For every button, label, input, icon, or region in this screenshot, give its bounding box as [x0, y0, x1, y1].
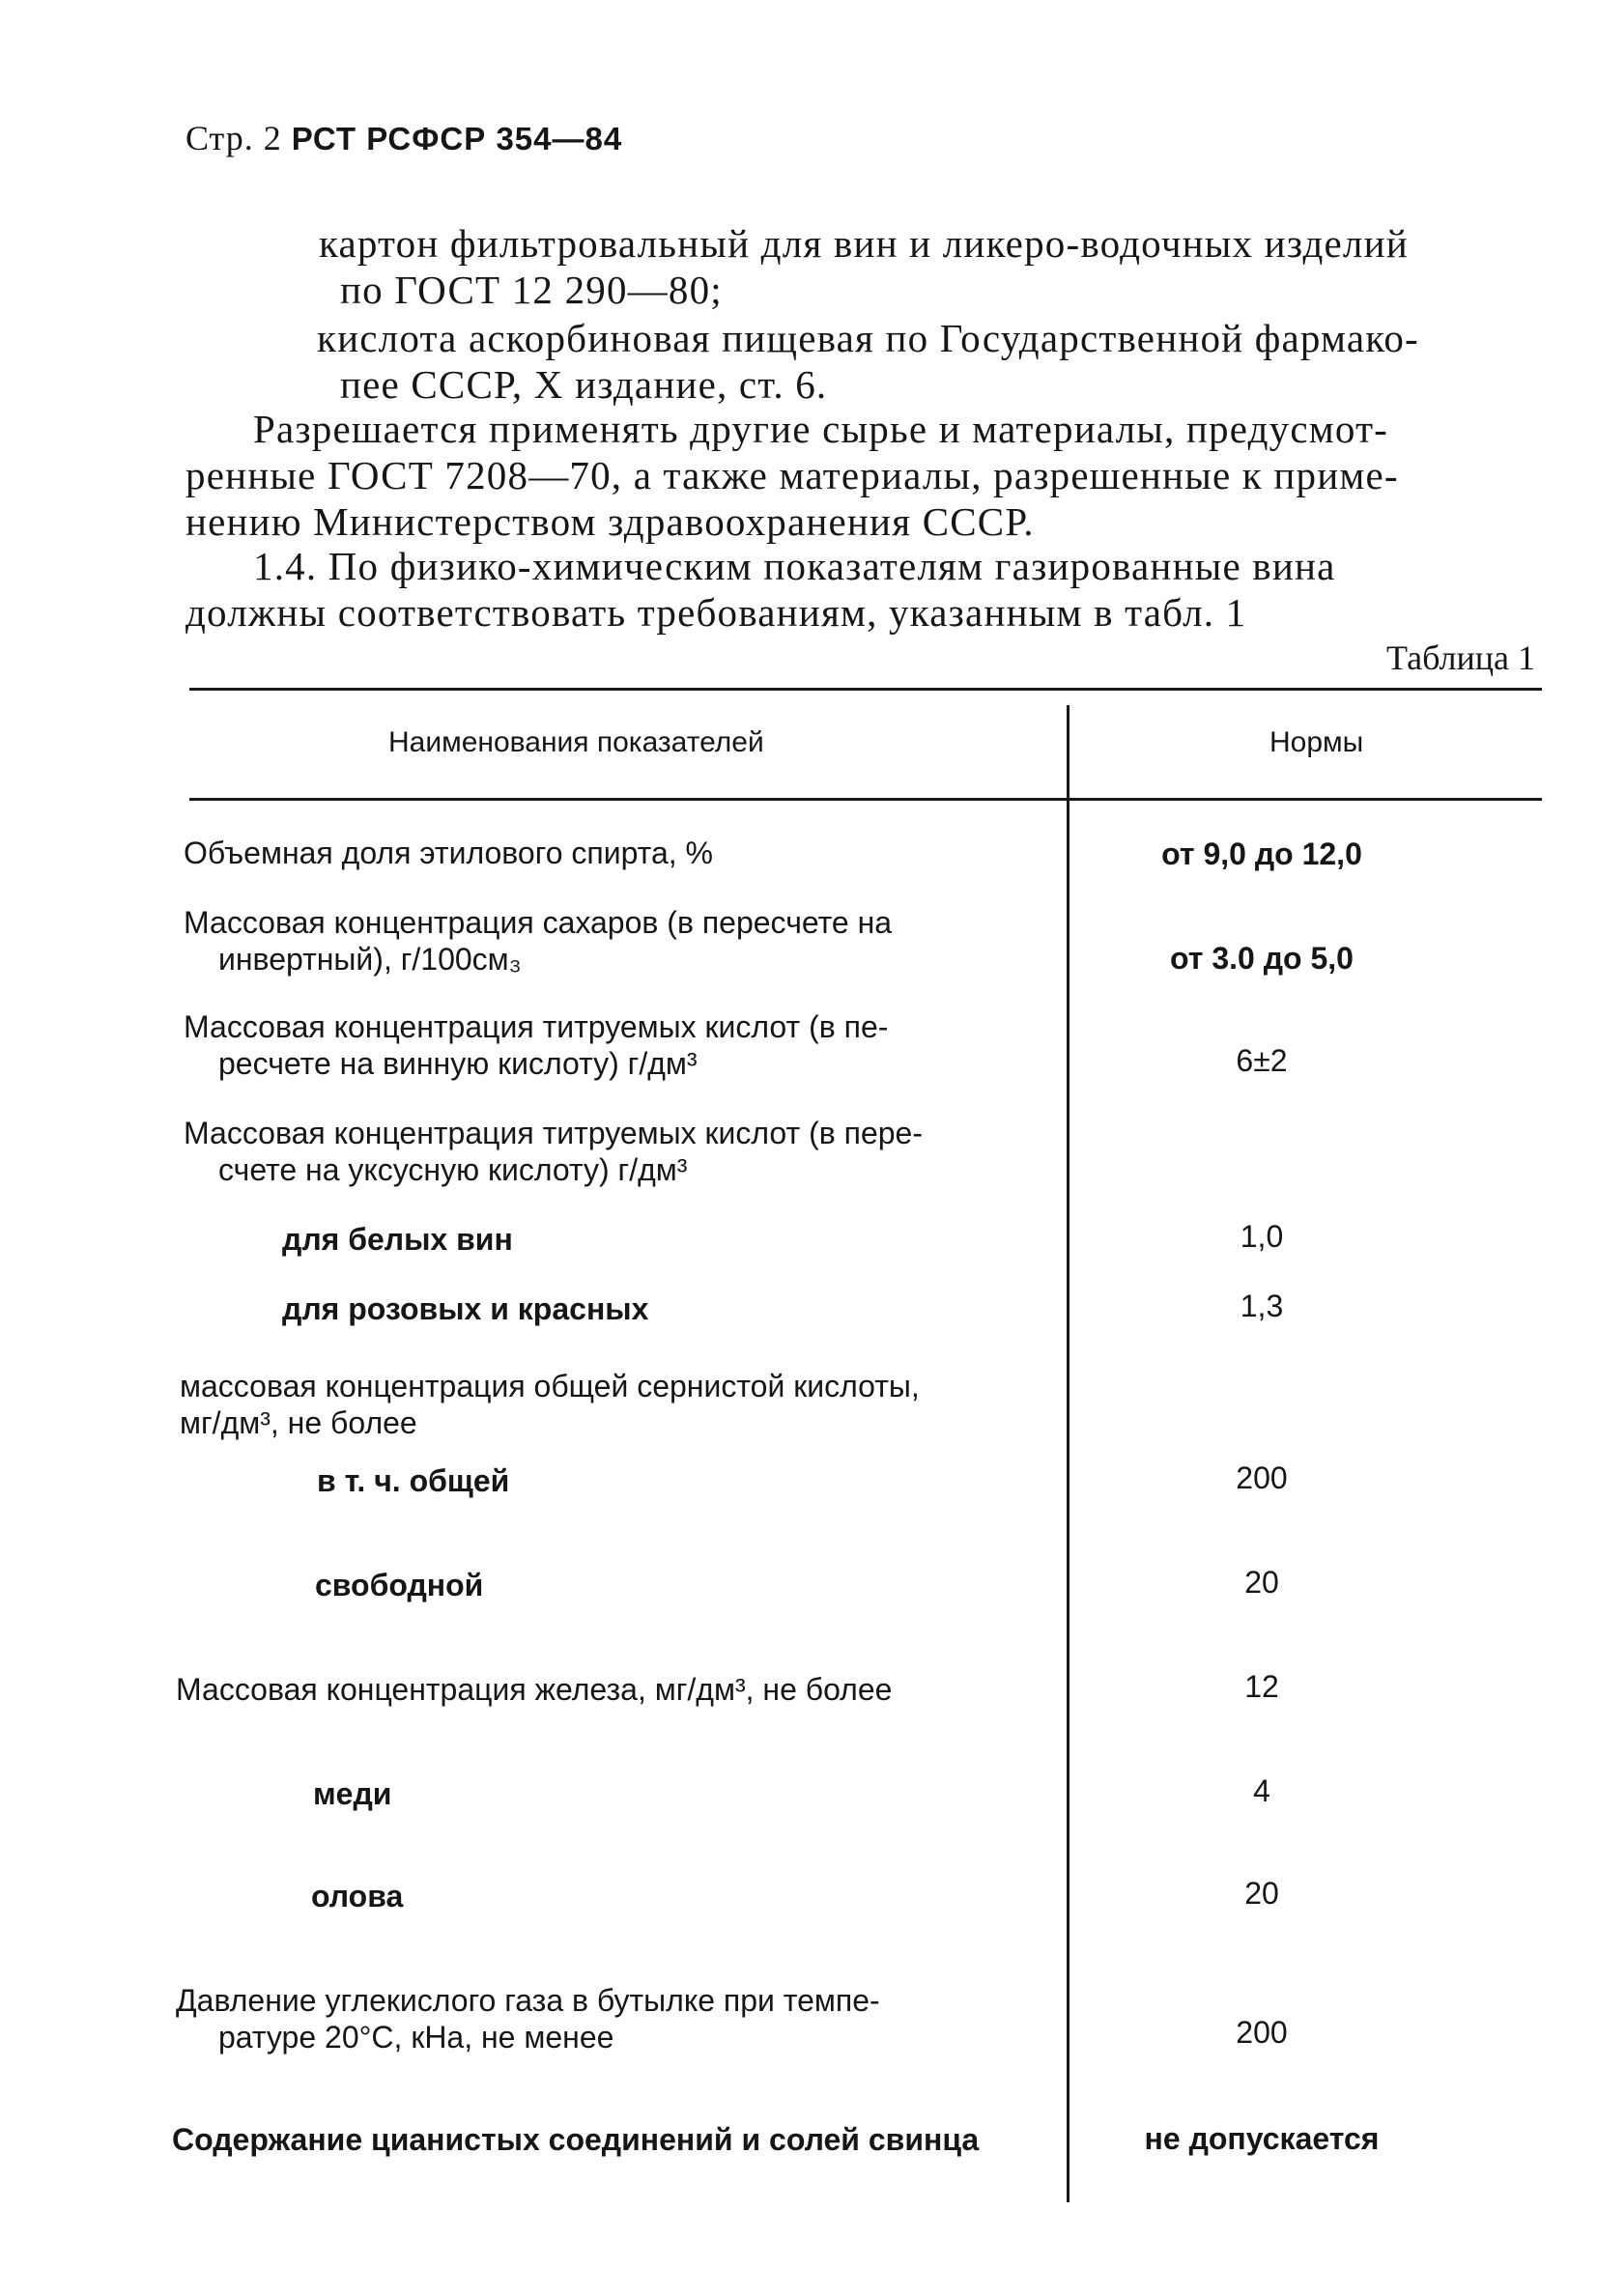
table-row-name: Содержание цианистых соединений и солей свинца: [172, 2122, 980, 2157]
column-header-norm: Нормы: [1269, 726, 1364, 758]
permission-line-2: ренные ГОСТ 7208—70, а также материалы, разрешенные к приме-: [185, 453, 1399, 497]
page-header: [185, 118, 622, 158]
table-row-name: Массовая концентрация титруемых кислот (в пе-: [184, 1009, 889, 1044]
table-row-value: 1,3: [1240, 1289, 1284, 1323]
permission-line-1: Разрешается применять другие сырье и материалы, предусмот-: [253, 407, 1389, 451]
table-row-value: 6±2: [1236, 1043, 1288, 1078]
materials-line-3: кислота аскорбиновая пищевая по Государственной фармако-: [317, 316, 1419, 360]
table-row-value: от 9,0 до 12,0: [1161, 836, 1362, 871]
table-caption: Таблица 1: [1386, 638, 1535, 677]
table-row-name: Давление углекислого газа в бутылке при темпе-: [176, 1983, 880, 2018]
table-row-name-cont: счете на уксусную кислоту) г/дм³: [218, 1152, 688, 1187]
table-row-name: Объемная доля этилового спирта, %: [184, 836, 713, 870]
table-row-name-cont: ресчете на винную кислоту) г/дм³: [218, 1046, 698, 1081]
table-row-name: свободной: [315, 1568, 484, 1602]
table-row-value: 20: [1244, 1565, 1279, 1600]
materials-line-1: картон фильтровальный для вин и ликеро-водочных изделий: [319, 221, 1409, 266]
clause-line-1: 1.4. По физико-химическим показателям газированные вина: [253, 544, 1336, 588]
table-top-rule: [189, 688, 1542, 691]
table-row-value: 200: [1236, 2015, 1288, 2050]
table-row-value: 1,0: [1240, 1219, 1284, 1254]
table-row-name: Массовая концентрация железа, мг/дм³, не более: [176, 1672, 893, 1707]
table-row-name: олова: [311, 1879, 404, 1913]
materials-line-4: пее СССР, X издание, ст. 6.: [340, 362, 828, 407]
table-row-name: массовая концентрация общей сернистой кислоты,: [180, 1369, 920, 1403]
table-row-name-cont: ратуре 20°C, кНа, не менее: [218, 2020, 614, 2055]
table-header-rule: [189, 798, 1542, 801]
table-row-value: 4: [1253, 1773, 1270, 1808]
page-number: Стр. 2: [185, 119, 282, 157]
table-row-value: от 3.0 до 5,0: [1170, 941, 1354, 976]
table-row-name: меди: [313, 1776, 392, 1811]
table-row-name: для розовых и красных: [282, 1291, 649, 1326]
permission-line-3: нению Министерством здравоохранения СССР.: [185, 499, 1035, 544]
table-row-name-cont: инвертный), г/100см₃: [218, 942, 522, 977]
standard-code: РСТ РСФСР 354—84: [291, 121, 623, 156]
table-row-name-cont: мг/дм³, не более: [180, 1405, 417, 1440]
table-row-name: для белых вин: [282, 1222, 513, 1257]
table-row-name: Массовая концентрация сахаров (в пересчете на: [184, 905, 893, 940]
table-row-value: 20: [1244, 1876, 1279, 1911]
table-column-divider: [1067, 705, 1069, 2202]
clause-line-2: должны соответствовать требованиям, указанным в табл. 1: [185, 590, 1247, 635]
table-row-value: 200: [1236, 1460, 1288, 1495]
table-row-name: в т. ч. общей: [317, 1463, 510, 1498]
table-row-name: Массовая концентрация титруемых кислот (в пере-: [184, 1116, 923, 1150]
table-row-value: 12: [1244, 1669, 1279, 1704]
table-row-value: не допускается: [1144, 2121, 1380, 2156]
column-header-name: Наименования показателей: [388, 726, 764, 758]
materials-line-2: по ГОСТ 12 290—80;: [340, 268, 723, 312]
